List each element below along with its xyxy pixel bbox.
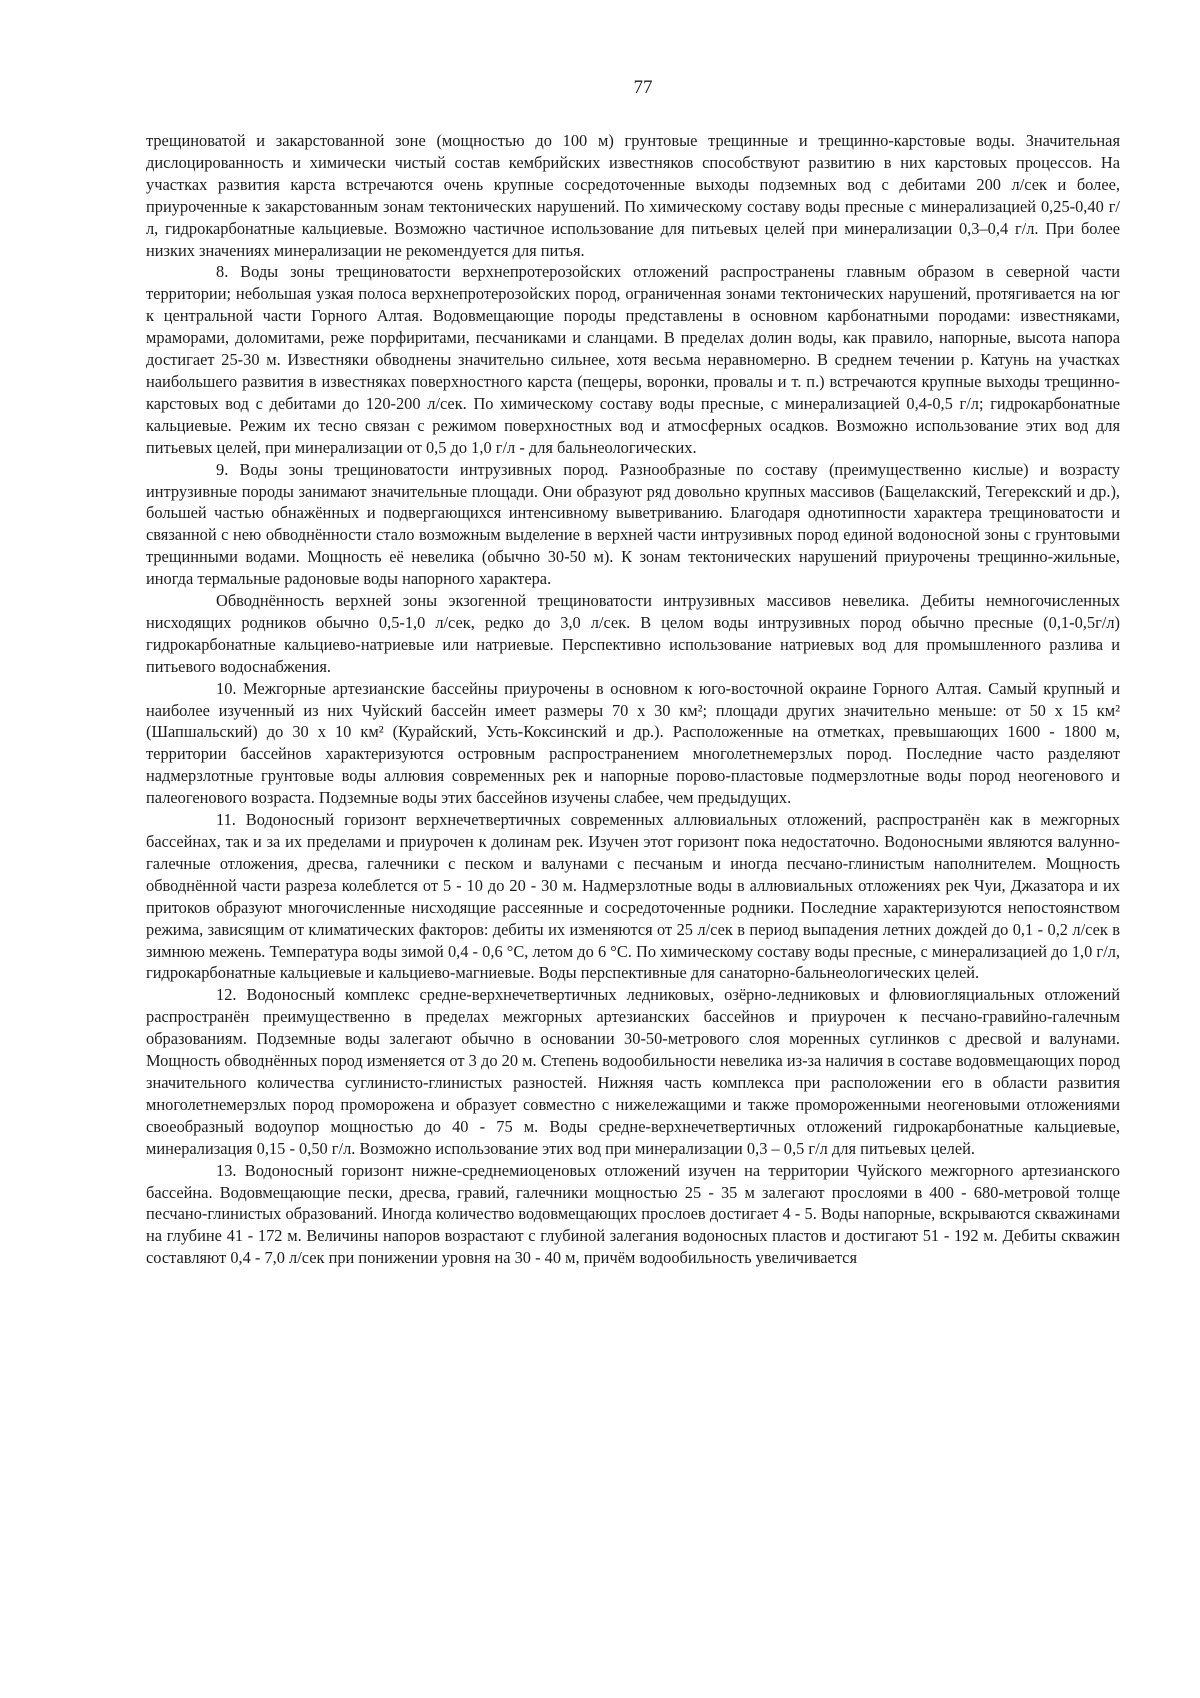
paragraph-9-continued: Обводнённость верхней зоны экзогенной трещиноватости интрузивных массивов невелика. Дебиты немногочисленных нисходящих родников обычно 0,5-1,0 л/сек, редко до 3,0 л/сек. В целом воды интрузивных пород обычно пресные (0,1-0,5г/л) гидрокарбонатные кальциево-натриевые или натриевые. Перспективно использование натриевых вод для промышленного разлива и питьевого водоснабжения.: [146, 591, 1120, 676]
paragraph-9: 9. Воды зоны трещиноватости интрузивных пород. Разнообразные по составу (преимущественно кислые) и возрасту интрузивные породы занимают значительные площади. Они образуют ряд довольно крупных массивов (Бащелакский, Тегерекский и др.), большей частью обнажённых и подвергающихся интенсивному выветриванию. Благодаря однотипности характера трещиноватости и связанной с нею обводнённости стало возможным выделение в верхней части интрузивных пород единой водоносной зоны с грунтовыми трещинными водами. Мощность её невелика (обычно 30-50 м). К зонам тектонических нарушений приурочены трещинно-жильные, иногда термальные радоновые воды напорного характера.: [146, 459, 1120, 589]
body-text: [146, 130, 1120, 1269]
page-number: 77: [633, 77, 653, 98]
paragraph-8: 8. Воды зоны трещиноватости верхнепротерозойских отложений распространены главным образом в северной части территории; небольшая узкая полоса верхнепротерозойских пород, ограниченная зонами тектонических нарушений, протягивается на юг к центральной части Горного Алтая. Водовмещающие породы представлены в основном карбонатными породами: известняками, мраморами, доломитами, реже порфиритами, песчаниками и сланцами. В пределах долин воды, как правило, напорные, высота напора достигает 25-30 м. Известняки обводнены значительно сильнее, хотя весьма неравномерно. В среднем течении р. Катунь на участках наибольшего развития в известняках поверхностного карста (пещеры, воронки, провалы и т. п.) встречаются крупные выходы трещинно-карстовых вод с дебитами до 120-200 л/сек. По химическому составу воды пресные, с минерализацией 0,4-0,5 г/л; гидрокарбонатные кальциевые. Режим их тесно связан с режимом поверхностных вод и атмосферных осадков. Возможно использование этих вод для питьевых целей, при минерализации от 0,5 до 1,0 г/л - для бальнеологических.: [146, 262, 1120, 457]
paragraph-10: 10. Межгорные артезианские бассейны приурочены в основном к юго-восточной окраине Горного Алтая. Самый крупный и наиболее изученный из них Чуйский бассейн имеет размеры 70 х 30 км²; площади других значительно меньше: от 50 х 15 км² (Шапшальский) до 30 х 10 км² (Курайский, Усть-Коксинский и др.). Расположенные на отметках, превышающих 1600 - 1800 м, территории бассейнов характеризуются островным распространением многолетнемерзлых пород. Последние часто разделяют надмерзлотные грунтовые воды аллювия современных рек и напорные порово-пластовые подмерзлотные воды пород неогенового и палеогенового возраста. Подземные воды этих бассейнов изучены слабее, чем предыдущих.: [146, 678, 1120, 808]
paragraph-13: 13. Водоносный горизонт нижне-среднемиоценовых отложений изучен на территории Чуйского межгорного артезианского бассейна. Водовмещающие пески, дресва, гравий, галечники мощностью 25 - 35 м залегают прослоями в 400 - 680-метровой толще песчано-глинистых образований. Иногда количество водовмещающих прослоев достигает 4 - 5. Воды напорные, вскрываются скважинами на глубине 41 - 172 м. Величины напоров возрастают с глубиной залегания водоносных пластов и достигают 51 - 192 м. Дебиты скважин составляют 0,4 - 7,0 л/сек при понижении уровня на 30 - 40 м, причём водообильность увеличивается: [146, 1160, 1120, 1268]
paragraph-12: 12. Водоносный комплекс средне-верхнечетвертичных ледниковых, озёрно-ледниковых и флювиогляциальных отложений распространён преимущественно в пределах межгорных артезианских бассейнов и приурочен к песчано-гравийно-галечным образованиям. Подземные воды залегают обычно в основании 30-50-метрового слоя моренных суглинков с дресвой и валунами. Мощность обводнённых пород изменяется от 3 до 20 м. Степень водообильности невелика из-за наличия в составе водовмещающих пород значительного количества суглинисто-глинистых разностей. Нижняя часть комплекса при расположении его в области развития многолетнемерзлых пород проморожена и образует совместно с нижележащими и также промороженными неогеновыми отложениями своеобразный водоупор мощностью до 40 - 75 м. Воды средне-верхнечетвертичных отложений гидрокарбонатные кальциевые, минерализация 0,15 - 0,50 г/л. Возможно использование этих вод при минерализации 0,3 – 0,5 г/л для питьевых целей.: [146, 985, 1120, 1158]
paragraph-continuation: трещиноватой и закарстованной зоне (мощностью до 100 м) грунтовые трещинные и трещинно-карстовые воды. Значительная дислоцированность и химически чистый состав кембрийских известняков способствуют развитию в них карстовых процессов. На участках развития карста встречаются очень крупные сосредоточенные выходы подземных вод с дебитами 200 л/сек и более, приуроченные к закарстованным зонам тектонических нарушений. По химическому составу воды пресные с минерализацией 0,25-0,40 г/л, гидрокарбонатные кальциевые. Возможно частичное использование для питьевых целей при минерализации 0,3–0,4 г/л. При более низких значениях минерализации не рекомендуется для питья.: [146, 131, 1120, 260]
paragraph-11: 11. Водоносный горизонт верхнечетвертичных современных аллювиальных отложений, распространён как в межгорных бассейнах, так и за их пределами и приурочен к долинам рек. Изучен этот горизонт пока недостаточно. Водоносными являются валунно-галечные отложения, дресва, галечники с песком и валунами с песчаным и иногда песчано-глинистым наполнителем. Мощность обводнённой части разреза колеблется от 5 - 10 до 20 - 30 м. Надмерзлотные воды в аллювиальных отложениях рек Чуи, Джазатора и их притоков образуют многочисленные нисходящие рассеянные и сосредоточенные родники. Последние характеризуются непостоянством режима, зависящим от климатических факторов: дебиты их изменяются от 25 л/сек в период выпадения летних дождей до 0,1 - 0,2 л/сек в зимнюю межень. Температура воды зимой 0,4 - 0,6 °С, летом до 6 °С. По химическому составу воды пресные, с минерализацией до 1,0 г/л, гидрокарбонатные кальциевые и кальциево-магниевые. Воды перспективные для санаторно-бальнеологических целей.: [146, 810, 1120, 983]
